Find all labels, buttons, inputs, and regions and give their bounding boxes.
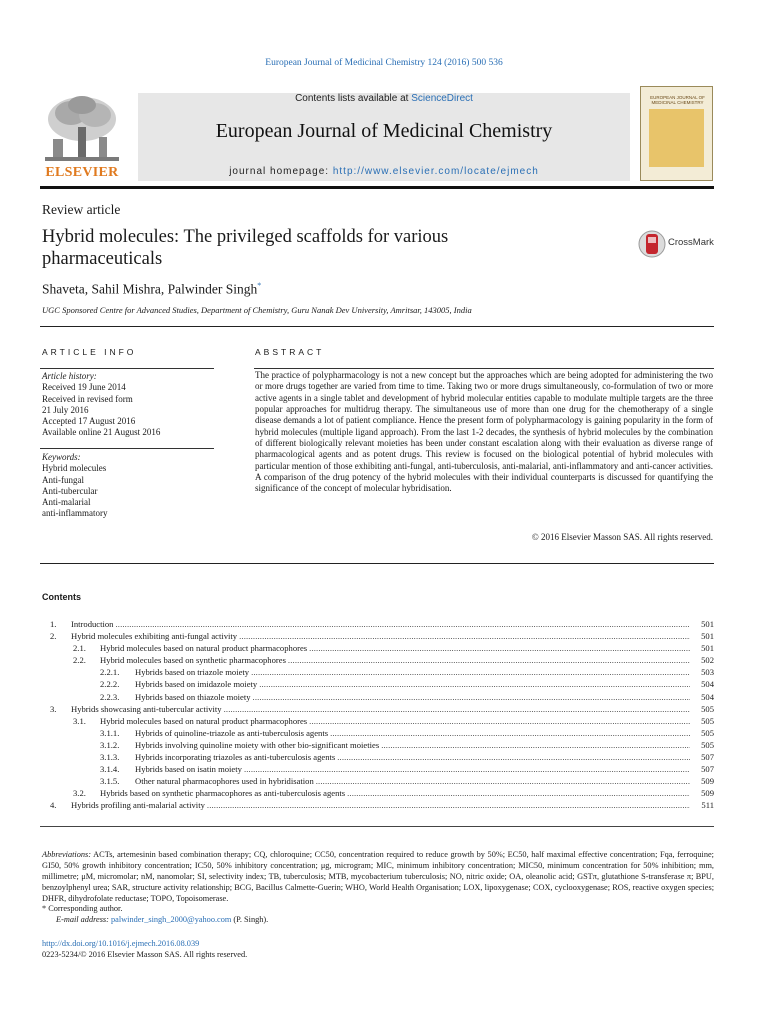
toc-entry[interactable] (40, 787, 714, 799)
history-item: 21 July 2016 (42, 404, 89, 415)
corresponding-mark[interactable]: * (257, 281, 262, 290)
toc-number: 3.1. (73, 715, 86, 726)
toc-number: 3.1.4. (100, 764, 120, 775)
toc-leader (316, 775, 690, 787)
toc-page: 507 (701, 764, 714, 775)
article-history (42, 371, 160, 439)
toc-title: Hybrids incorporating triazoles as anti-tuberculosis agents (135, 752, 336, 763)
toc-leader (309, 715, 690, 727)
publisher-name: ELSEVIER (45, 165, 119, 180)
article-info-heading: ARTICLE INFO (42, 347, 137, 357)
contents-heading: Contents (42, 592, 81, 602)
toc-number: 3.1.1. (100, 727, 120, 738)
footnote-divider (40, 826, 714, 827)
journal-citation[interactable]: European Journal of Medicinal Chemistry 124 (2016) 500 536 (265, 58, 503, 68)
toc-leader (288, 654, 690, 666)
toc-leader (239, 630, 690, 642)
toc-title: Hybrids based on isatin moiety (135, 764, 242, 775)
toc-number: 3. (50, 703, 57, 714)
toc-page: 505 (701, 727, 714, 738)
toc-number: 2.2. (73, 655, 86, 666)
toc-number: 3.2. (73, 788, 86, 799)
homepage-prefix: journal homepage: (229, 166, 333, 177)
journal-cover-image[interactable] (640, 86, 713, 181)
divider (40, 448, 214, 449)
toc-page: 505 (701, 703, 714, 714)
toc-title: Hybrids based on synthetic pharmacophores as anti-tuberculosis agents (100, 788, 346, 799)
toc-title: Hybrids based on thiazole moiety (135, 691, 251, 702)
keyword: anti-inflammatory (42, 508, 108, 519)
toc-title: Hybrids involving quinoline moiety with other bio-significant moieties (135, 739, 380, 750)
contents-prefix: Contents lists available at (295, 93, 412, 104)
homepage-link[interactable]: http://www.elsevier.com/locate/ejmech (332, 166, 539, 177)
toc-page: 504 (701, 679, 714, 690)
keywords-label: Keywords: (42, 452, 81, 462)
crossmark-badge[interactable] (638, 228, 718, 260)
toc-leader (330, 727, 690, 739)
divider (40, 326, 714, 327)
contents-available-line (138, 93, 630, 104)
author-list (42, 281, 261, 298)
cover-artwork (649, 109, 704, 167)
toc-page: 509 (701, 788, 714, 799)
toc-leader (253, 691, 690, 703)
history-item: Received in revised form (42, 393, 133, 404)
toc-page: 503 (701, 667, 714, 678)
toc-entry[interactable] (40, 678, 714, 690)
toc-entry[interactable] (40, 691, 714, 703)
toc-entry[interactable] (40, 739, 714, 751)
toc-number: 2.2.1. (100, 667, 120, 678)
email-line (56, 914, 268, 925)
journal-name: European Journal of Medicinal Chemistry (215, 120, 553, 142)
abstract-copyright: © 2016 Elsevier Masson SAS. All rights reserved. (531, 532, 713, 542)
abbreviations-label: Abbreviations: (42, 850, 92, 859)
history-label: Article history: (42, 371, 97, 381)
toc-entry[interactable] (40, 727, 714, 739)
toc-page: 509 (701, 776, 714, 787)
toc-leader (347, 787, 690, 799)
toc-page: 504 (701, 691, 714, 702)
affiliation: UGC Sponsored Centre for Advanced Studies, Department of Chemistry, Guru Nanak Dev University, Amritsar, 143005, India (42, 305, 472, 315)
toc-number: 4. (50, 800, 57, 811)
toc-title: Hybrids based on triazole moiety (135, 667, 250, 678)
keyword: Hybrid molecules (42, 463, 107, 474)
history-item: Accepted 17 August 2016 (42, 416, 136, 427)
toc-number: 3.1.2. (100, 739, 120, 750)
divider (40, 563, 714, 564)
toc-number: 1. (50, 619, 57, 629)
email-link[interactable]: palwinder_singh_2000@yahoo.com (111, 915, 232, 924)
issn-line: 0223-5234/© 2016 Elsevier Masson SAS. All rights reserved. (42, 950, 248, 959)
crossmark-icon (638, 228, 666, 260)
history-item: Received 19 June 2014 (42, 382, 126, 393)
abstract-text: The practice of polypharmacology is not a new concept but the approaches which are being adopted for administering the two or more drugs together are varied from time to time. Taking two or more drugs simultaneously, co-formulation of two or more active agents in a single tablet and development of hybrid molecular entities capable to modulate multiple targets are the three popular approaches for multidrug therapy. The simultaneous use of more than one drug for the chemotherapy of a single disease demands a lot of patient compliance. Hence the present form of polypharmacology is gaining popularity in the form of hybrid molecules (multiple ligand approach). From the last 1-2 decades, the synthesis of hybrid molecules by the combination of different biologically relevant moieties has been under constant escalation along with their evaluation as diverse range of pharmacological agents and as potent drugs. This review is focused on the biological potential of hybrid molecules with particular mention of those exhibiting anti-fungal, anti-tuberculosis, anti-malarial, anti-inflammatory and anti-cancer activities. A comparison of the drug potency of the hybrid molecules with their individual counterparts is discussed for quantifying the significance of the concept of molecular hybridisation. (255, 370, 713, 494)
toc-entry[interactable] (40, 775, 714, 787)
email-label: E-mail address: (56, 915, 109, 924)
toc-title: Hybrid molecules based on natural product pharmacophores (100, 643, 308, 654)
toc-leader (224, 703, 690, 715)
toc-entry[interactable] (40, 618, 714, 630)
keyword: Anti-malarial (42, 497, 91, 508)
authors-text: Shaveta, Sahil Mishra, Palwinder Singh (42, 281, 258, 297)
article-title: Hybrid molecules: The privileged scaffolds for various pharmaceuticals (42, 227, 449, 269)
header-divider (40, 186, 714, 189)
toc-leader (259, 678, 690, 690)
toc-entry[interactable] (40, 703, 714, 715)
divider (40, 368, 214, 369)
toc-title: Hybrid molecules based on natural product pharmacophores (100, 715, 308, 726)
toc-page: 501 (701, 631, 714, 642)
toc-entry[interactable] (40, 666, 714, 678)
history-item: Available online 21 August 2016 (42, 427, 161, 438)
toc-title: Other natural pharmacophores used in hybridisation (135, 776, 314, 787)
journal-homepage (138, 166, 630, 177)
article-type: Review article (42, 202, 121, 217)
toc-number: 3.1.3. (100, 752, 120, 763)
keyword: Anti-fungal (42, 474, 84, 485)
crossmark-label: CrossMark (668, 237, 714, 248)
toc-leader (309, 642, 690, 654)
toc-page: 507 (701, 752, 714, 763)
toc-leader (115, 618, 690, 630)
toc-page: 511 (701, 800, 714, 811)
toc-leader (244, 763, 690, 775)
toc-number: 2.2.2. (100, 679, 120, 690)
toc-leader (337, 751, 690, 763)
toc-page: 501 (701, 619, 714, 629)
abbreviations-text: ACTs, artemesinin based combination therapy; CQ, chloroquine; CC50, concentration required to reduce growth by 50%; EC50, half maximal effective concentration; Fqa, ferroquine; GI50, 50% growth inhibitory concentration; IC50, 50% inhibitory concentration; μg, microgram; MIC, minimum inhibitory concentration; MIC50, minimum concentration for 50% inhibition; mm, millimetre; μM, micromolar; nM, nanomolar; SI, selectivity index; TB, tuberculosis; MTB, mycobacterium tuberculosis; NO, nitric oxide; OA, oleanolic acid; GSTπ, glutathione S-transferase π; BPU, benzoylphenyl urea; SAR, structure activity relationship; BCG, Bacillus Calmette-Guerin; WHO, World Health Organisation; LOX, lipoxygenase; COX, cyclooxygenase; ROS, reactive oxygen species; DHFR, dihydrofolate reductase; TOPO, Topoisomerase. (42, 850, 714, 903)
toc-title: Hybrids of quinoline-triazole as anti-tuberculosis agents (135, 727, 329, 738)
toc-entry[interactable] (40, 642, 714, 654)
keyword: Anti-tubercular (42, 485, 98, 496)
toc-entry[interactable] (40, 763, 714, 775)
toc-entry[interactable] (40, 751, 714, 763)
toc-leader (251, 666, 690, 678)
toc-title: Introduction (71, 619, 114, 629)
toc-leader (381, 739, 690, 751)
toc-page: 505 (701, 739, 714, 750)
toc-leader (207, 799, 690, 811)
toc-title: Hybrids profiling anti-malarial activity (71, 800, 205, 811)
toc-entry[interactable] (40, 630, 714, 642)
toc-entry[interactable] (40, 799, 714, 811)
toc-entry[interactable] (40, 715, 714, 727)
doi-link[interactable]: http://dx.doi.org/10.1016/j.ejmech.2016.08.039 (42, 939, 200, 948)
corresponding-author-note: * Corresponding author. (42, 904, 123, 913)
toc-title: Hybrid molecules exhibiting anti-fungal activity (71, 631, 238, 642)
toc-number: 2.2.3. (100, 691, 120, 702)
toc-entry[interactable] (40, 654, 714, 666)
toc-title: Hybrids showcasing anti-tubercular activity (71, 703, 222, 714)
toc-title: Hybrid molecules based on synthetic pharmacophores (100, 655, 286, 666)
toc-title: Hybrids based on imidazole moiety (135, 679, 258, 690)
toc-number: 3.1.5. (100, 776, 120, 787)
cover-title: EUROPEAN JOURNAL OF MEDICINAL CHEMISTRY (650, 95, 705, 105)
keywords (42, 452, 107, 520)
email-suffix: (P. Singh). (231, 915, 269, 924)
toc-page: 505 (701, 715, 714, 726)
table-of-contents (40, 618, 714, 812)
divider (254, 368, 714, 369)
toc-page: 501 (701, 643, 714, 654)
toc-number: 2.1. (73, 643, 86, 654)
toc-number: 2. (50, 631, 57, 642)
toc-page: 502 (701, 655, 714, 666)
sciencedirect-link[interactable]: ScienceDirect (411, 93, 473, 104)
abbreviations (42, 849, 714, 904)
abstract-heading: ABSTRACT (255, 347, 325, 357)
